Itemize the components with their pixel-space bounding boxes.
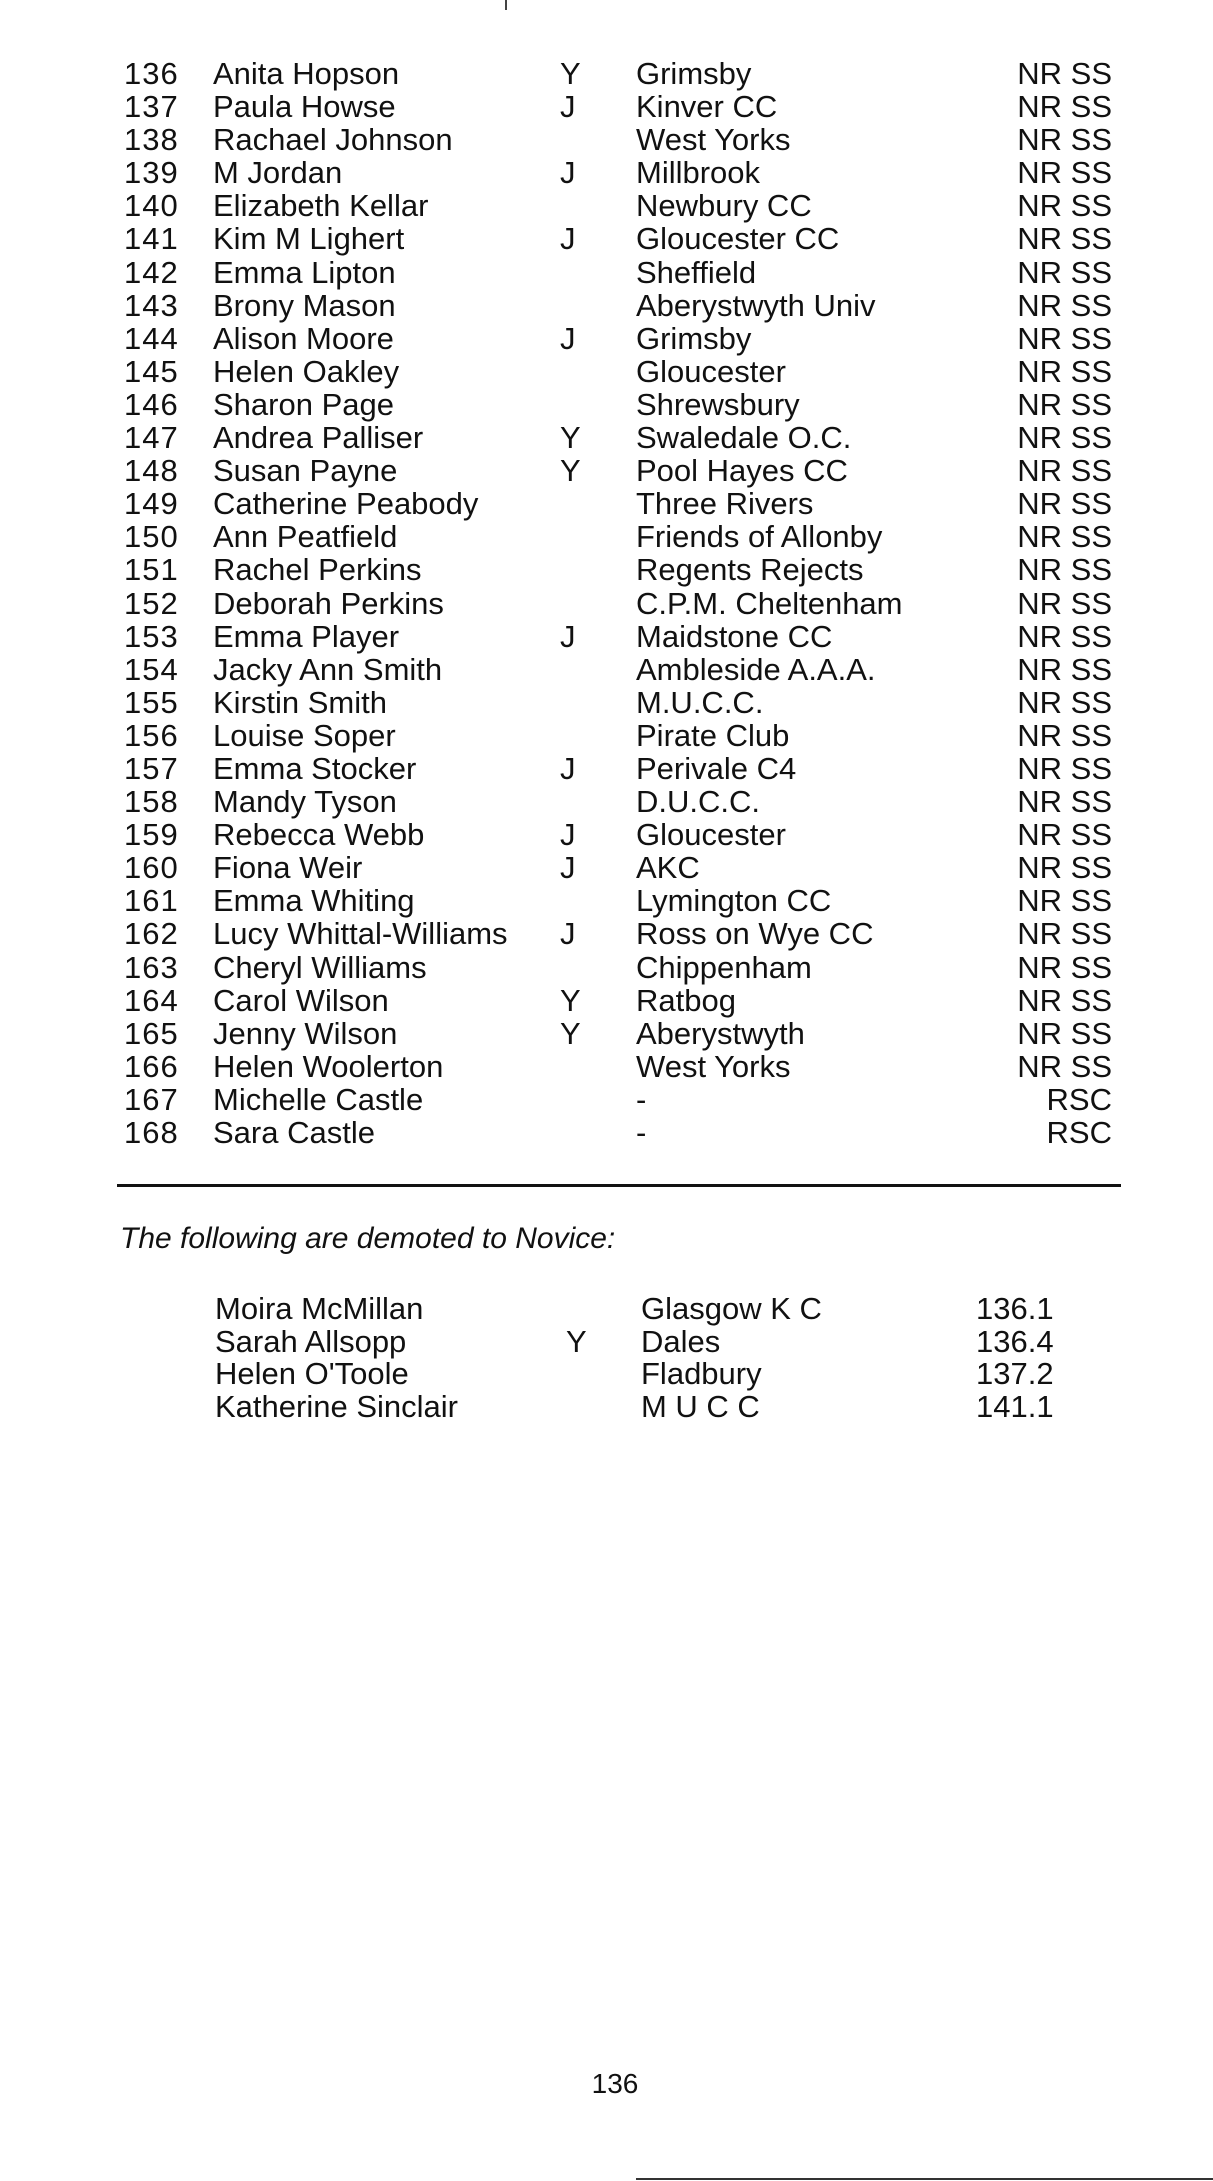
ranking-status: NR SS (1017, 287, 1112, 323)
club-name: Pool Hayes CC (636, 453, 848, 489)
entry-number: 140 (124, 188, 179, 224)
club-name: Swaledale O.C. (636, 420, 852, 456)
club-name: Perivale C4 (636, 750, 797, 786)
competitor-name: Jacky Ann Smith (213, 651, 443, 687)
demoted-heading: The following are demoted to Novice: (120, 1222, 616, 1255)
ranking-status: NR SS (1017, 585, 1112, 621)
table-row (0, 156, 1213, 189)
competitor-name: Catherine Peabody (213, 486, 479, 522)
table-row (0, 1083, 1213, 1116)
ranking-status: NR SS (1017, 486, 1112, 522)
ranking-status: NR SS (1017, 982, 1112, 1018)
entry-number: 141 (124, 221, 179, 257)
competitor-name: Deborah Perkins (213, 585, 444, 621)
club-name: Gloucester (636, 817, 786, 853)
club-name: Kinver CC (636, 89, 778, 125)
ranking-status: NR SS (1017, 717, 1112, 753)
competitor-name: Rachel Perkins (213, 552, 422, 588)
entry-number: 151 (124, 552, 179, 588)
club-name: Grimsby (636, 56, 752, 91)
age-category: J (560, 221, 576, 257)
entry-number: 146 (124, 386, 179, 422)
competitor-name: Brony Mason (213, 287, 396, 323)
competitor-name: Emma Lipton (213, 254, 396, 290)
ranking-status: NR SS (1017, 750, 1112, 786)
table-row (0, 1017, 1213, 1050)
ranking-status: NR SS (1017, 618, 1112, 654)
competitor-name: Susan Payne (213, 453, 398, 489)
club-name: D.U.C.C. (636, 784, 760, 820)
competitor-name: Mandy Tyson (213, 784, 397, 820)
table-row (0, 57, 1213, 90)
age-category: Y (560, 56, 581, 91)
entry-number: 156 (124, 717, 179, 753)
demoted-list (0, 1292, 1213, 1422)
scan-mark (505, 0, 507, 10)
competitor-name: Katherine Sinclair (215, 1388, 458, 1424)
ranking-status: NR SS (1017, 684, 1112, 720)
club-name: - (636, 1115, 647, 1150)
table-row (0, 454, 1213, 487)
ranking-status: RSC (1046, 1115, 1112, 1150)
age-category: J (560, 916, 576, 952)
club-name: Friends of Allonby (636, 519, 883, 555)
table-row (0, 917, 1213, 950)
entry-number: 149 (124, 486, 179, 522)
list-item (0, 1292, 1213, 1325)
entry-number: 159 (124, 817, 179, 853)
club-name: West Yorks (636, 122, 791, 158)
list-item (0, 1390, 1213, 1423)
competitor-name: Paula Howse (213, 89, 396, 125)
age-category: J (560, 618, 576, 654)
ranking-status: RSC (1046, 1081, 1112, 1117)
entry-number: 144 (124, 320, 179, 356)
entry-number: 138 (124, 122, 179, 158)
competitor-name: Emma Stocker (213, 750, 417, 786)
competitor-name: Ann Peatfield (213, 519, 398, 555)
entry-number: 160 (124, 850, 179, 886)
table-row (0, 653, 1213, 686)
club-name: Newbury CC (636, 188, 812, 224)
competitor-name: Helen O'Toole (215, 1356, 409, 1391)
competitor-name: Fiona Weir (213, 850, 363, 886)
table-row (0, 90, 1213, 123)
entry-number: 153 (124, 618, 179, 654)
table-row (0, 1050, 1213, 1083)
ranking-status: NR SS (1017, 784, 1112, 820)
entry-number: 145 (124, 353, 179, 389)
table-row (0, 189, 1213, 222)
club-name: Millbrook (636, 155, 761, 191)
ranking-status: NR SS (1017, 89, 1112, 125)
club-name: Aberystwyth (636, 1015, 805, 1051)
competitor-name: M Jordan (213, 155, 343, 191)
club-name: Aberystwyth Univ (636, 287, 876, 323)
competitor-name: Andrea Palliser (213, 420, 424, 456)
club-name: Lymington CC (636, 883, 832, 919)
entry-number: 166 (124, 1048, 179, 1084)
scan-edge-line (636, 2178, 1213, 2180)
score-value: 136.1 (976, 1291, 1054, 1326)
entry-number: 136 (124, 56, 179, 91)
club-name: M U C C (641, 1388, 760, 1424)
ranking-status: NR SS (1017, 817, 1112, 853)
table-row (0, 322, 1213, 355)
entry-number: 155 (124, 684, 179, 720)
score-value: 136.4 (976, 1323, 1054, 1359)
age-category: J (560, 750, 576, 786)
competitor-name: Cheryl Williams (213, 949, 427, 985)
competitor-name: Kim M Lighert (213, 221, 405, 257)
table-row (0, 289, 1213, 322)
club-name: Sheffield (636, 254, 757, 290)
list-item (0, 1325, 1213, 1358)
ranking-status: NR SS (1017, 1048, 1112, 1084)
table-row (0, 421, 1213, 454)
entry-number: 157 (124, 750, 179, 786)
competitor-name: Louise Soper (213, 717, 396, 753)
table-row (0, 851, 1213, 884)
competitor-name: Alison Moore (213, 320, 394, 356)
competitor-name: Sharon Page (213, 386, 394, 422)
club-name: Ratbog (636, 982, 736, 1018)
table-row (0, 984, 1213, 1017)
club-name: Regents Rejects (636, 552, 864, 588)
club-name: Pirate Club (636, 717, 790, 753)
competitor-name: Anita Hopson (213, 56, 400, 91)
ranking-status: NR SS (1017, 254, 1112, 290)
table-row (0, 818, 1213, 851)
entry-number: 162 (124, 916, 179, 952)
table-row (0, 123, 1213, 156)
entry-number: 150 (124, 519, 179, 555)
competitor-name: Emma Player (213, 618, 400, 654)
table-row (0, 553, 1213, 586)
age-category: Y (560, 982, 581, 1018)
club-name: M.U.C.C. (636, 684, 764, 720)
entry-number: 167 (124, 1081, 179, 1117)
age-category: Y (566, 1323, 587, 1359)
ranking-status: NR SS (1017, 420, 1112, 456)
competitor-name: Elizabeth Kellar (213, 188, 429, 224)
ranking-status: NR SS (1017, 1015, 1112, 1051)
ranking-status: NR SS (1017, 519, 1112, 555)
competitor-name: Kirstin Smith (213, 684, 387, 720)
table-row (0, 256, 1213, 289)
table-row (0, 719, 1213, 752)
club-name: Three Rivers (636, 486, 814, 522)
score-value: 141.1 (976, 1388, 1054, 1424)
entry-number: 168 (124, 1115, 179, 1150)
entry-number: 148 (124, 453, 179, 489)
table-row (0, 752, 1213, 785)
competitor-name: Lucy Whittal-Williams (213, 916, 508, 952)
table-row (0, 884, 1213, 917)
ranking-status: NR SS (1017, 949, 1112, 985)
age-category: Y (560, 1015, 581, 1051)
age-category: J (560, 320, 576, 356)
age-category: J (560, 817, 576, 853)
section-divider (117, 1184, 1121, 1187)
competitor-name: Michelle Castle (213, 1081, 424, 1117)
age-category: Y (560, 420, 581, 456)
club-name: C.P.M. Cheltenham (636, 585, 903, 621)
competitor-name: Jenny Wilson (213, 1015, 398, 1051)
table-row (0, 355, 1213, 388)
table-row (0, 1116, 1213, 1149)
list-item (0, 1357, 1213, 1390)
ranking-status: NR SS (1017, 453, 1112, 489)
table-row (0, 587, 1213, 620)
table-row (0, 222, 1213, 255)
club-name: Dales (641, 1323, 721, 1359)
entry-number: 158 (124, 784, 179, 820)
age-category: J (560, 89, 576, 125)
entry-number: 152 (124, 585, 179, 621)
club-name: Ross on Wye CC (636, 916, 874, 952)
entry-number: 165 (124, 1015, 179, 1051)
entry-number: 143 (124, 287, 179, 323)
ranking-status: NR SS (1017, 850, 1112, 886)
competitor-name: Sarah Allsopp (215, 1323, 407, 1359)
club-name: AKC (636, 850, 700, 886)
table-row (0, 487, 1213, 520)
ranking-status: NR SS (1017, 353, 1112, 389)
table-row (0, 686, 1213, 719)
ranking-status: NR SS (1017, 122, 1112, 158)
competitor-name: Rebecca Webb (213, 817, 425, 853)
entry-number: 164 (124, 982, 179, 1018)
competitor-name: Carol Wilson (213, 982, 389, 1018)
table-row (0, 620, 1213, 653)
club-name: Shrewsbury (636, 386, 800, 422)
club-name: Ambleside A.A.A. (636, 651, 876, 687)
ranking-status: NR SS (1017, 320, 1112, 356)
club-name: Gloucester (636, 353, 786, 389)
score-value: 137.2 (976, 1356, 1054, 1391)
table-row (0, 388, 1213, 421)
competitor-name: Helen Woolerton (213, 1048, 444, 1084)
entry-number: 147 (124, 420, 179, 456)
page-number: 136 (591, 2068, 639, 2099)
club-name: Grimsby (636, 320, 752, 356)
competitor-name: Rachael Johnson (213, 122, 453, 158)
club-name: Glasgow K C (641, 1291, 822, 1326)
club-name: Maidstone CC (636, 618, 833, 654)
table-row (0, 785, 1213, 818)
competitor-name: Emma Whiting (213, 883, 415, 919)
ranking-status: NR SS (1017, 56, 1112, 91)
competitor-name: Moira McMillan (215, 1291, 424, 1326)
ranking-status: NR SS (1017, 883, 1112, 919)
ranking-status: NR SS (1017, 386, 1112, 422)
table-row (0, 520, 1213, 553)
ranking-status: NR SS (1017, 221, 1112, 257)
entry-number: 142 (124, 254, 179, 290)
entry-number: 161 (124, 883, 179, 919)
club-name: West Yorks (636, 1048, 791, 1084)
club-name: Gloucester CC (636, 221, 840, 257)
competitor-name: Helen Oakley (213, 353, 400, 389)
club-name: Fladbury (641, 1356, 762, 1391)
ranking-table (0, 57, 1213, 1149)
club-name: Chippenham (636, 949, 812, 985)
ranking-status: NR SS (1017, 916, 1112, 952)
ranking-status: NR SS (1017, 188, 1112, 224)
table-row (0, 951, 1213, 984)
age-category: J (560, 850, 576, 886)
age-category: J (560, 155, 576, 191)
entry-number: 137 (124, 89, 179, 125)
ranking-status: NR SS (1017, 552, 1112, 588)
entry-number: 139 (124, 155, 179, 191)
age-category: Y (560, 453, 581, 489)
ranking-status: NR SS (1017, 651, 1112, 687)
competitor-name: Sara Castle (213, 1115, 375, 1150)
entry-number: 154 (124, 651, 179, 687)
entry-number: 163 (124, 949, 179, 985)
ranking-status: NR SS (1017, 155, 1112, 191)
club-name: - (636, 1081, 647, 1117)
